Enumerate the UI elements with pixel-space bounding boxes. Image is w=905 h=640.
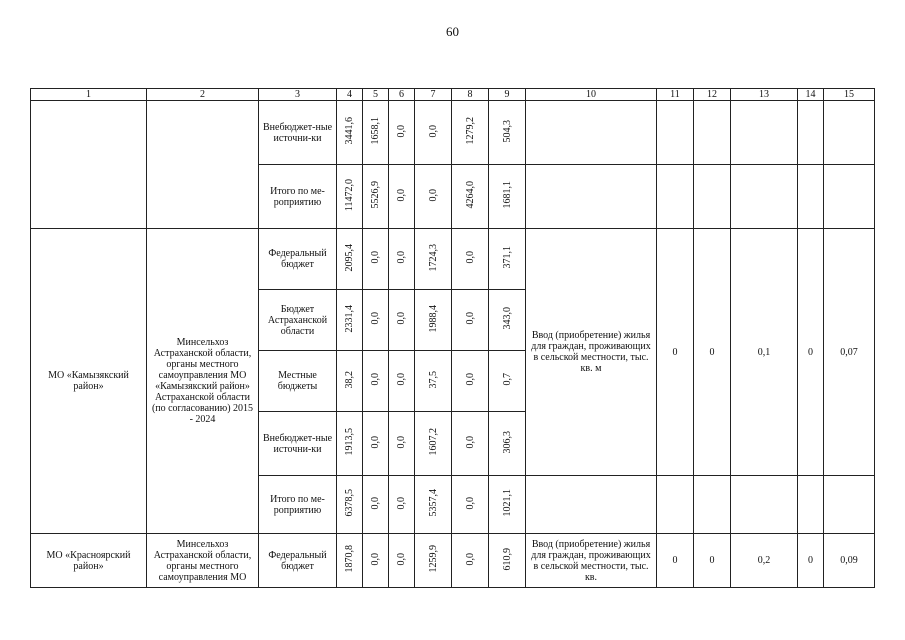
target-value: 0,07 — [824, 229, 875, 476]
value-cell: 37,5 — [415, 351, 452, 412]
value-cell: 343,0 — [489, 290, 526, 351]
value-cell: 1658,1 — [363, 101, 389, 165]
target-cell-empty — [694, 101, 731, 165]
target-value: 0,09 — [824, 534, 875, 588]
executor: Минсельхоз Астраханской области, органы местного самоуправления МО «Камызякский район» Астраханской области (по согласованию) 2015 - 2024 — [147, 229, 259, 534]
target-cell-empty — [798, 165, 824, 229]
col-header-8: 8 — [452, 89, 489, 101]
value-cell: 610,9 — [489, 534, 526, 588]
indicator: Ввод (приобретение) жилья для граждан, проживающих в сельской местности, тыс. кв. м — [526, 229, 657, 476]
col-header-6: 6 — [389, 89, 415, 101]
target-value: 0 — [657, 534, 694, 588]
col-header-7: 7 — [415, 89, 452, 101]
target-cell-empty — [694, 165, 731, 229]
value-cell: 0,0 — [363, 351, 389, 412]
target-value: 0,2 — [731, 534, 798, 588]
funding-source: Внебюджет-ные источни-ки — [259, 101, 337, 165]
col-header-5: 5 — [363, 89, 389, 101]
value-cell: 1988,4 — [415, 290, 452, 351]
value-cell: 0,0 — [389, 351, 415, 412]
indicator-cell-empty — [526, 165, 657, 229]
col-header-1: 1 — [31, 89, 147, 101]
col-header-15: 15 — [824, 89, 875, 101]
value-cell: 1021,1 — [489, 476, 526, 534]
col-header-2: 2 — [147, 89, 259, 101]
page-number: 60 — [446, 24, 459, 39]
col-header-14: 14 — [798, 89, 824, 101]
municipality-name: МО «Камызякский район» — [31, 229, 147, 534]
value-cell: 0,0 — [415, 165, 452, 229]
value-cell: 1724,3 — [415, 229, 452, 290]
value-cell: 0,0 — [452, 476, 489, 534]
target-cell-empty — [824, 476, 875, 534]
value-cell: 1870,8 — [337, 534, 363, 588]
target-value: 0 — [798, 534, 824, 588]
value-cell: 0,0 — [452, 290, 489, 351]
funding-source: Итого по ме-роприятию — [259, 165, 337, 229]
value-cell: 0,0 — [452, 229, 489, 290]
value-cell: 0,0 — [389, 101, 415, 165]
executor-cell-empty — [147, 101, 259, 229]
value-cell: 6378,5 — [337, 476, 363, 534]
col-header-9: 9 — [489, 89, 526, 101]
value-cell: 504,3 — [489, 101, 526, 165]
target-cell-empty — [824, 101, 875, 165]
table-row — [31, 101, 875, 165]
value-cell: 306,3 — [489, 412, 526, 476]
municipality-name: МО «Красноярский район» — [31, 534, 147, 588]
value-cell: 0,0 — [363, 534, 389, 588]
target-cell-empty — [694, 476, 731, 534]
target-value: 0 — [798, 229, 824, 476]
value-cell: 1607,2 — [415, 412, 452, 476]
value-cell: 0,0 — [389, 229, 415, 290]
indicator-cell-empty — [526, 101, 657, 165]
funding-source: Федеральный бюджет — [259, 229, 337, 290]
value-cell: 371,1 — [489, 229, 526, 290]
target-cell-empty — [731, 101, 798, 165]
funding-source: Бюджет Астраханской области — [259, 290, 337, 351]
value-cell: 3441,6 — [337, 101, 363, 165]
target-cell-empty — [731, 165, 798, 229]
value-cell: 1279,2 — [452, 101, 489, 165]
funding-source: Местные бюджеты — [259, 351, 337, 412]
value-cell: 2095,4 — [337, 229, 363, 290]
target-cell-empty — [657, 101, 694, 165]
value-cell: 4264,0 — [452, 165, 489, 229]
col-header-3: 3 — [259, 89, 337, 101]
table-row — [31, 229, 875, 290]
target-cell-empty — [798, 101, 824, 165]
value-cell: 0,0 — [389, 412, 415, 476]
target-value: 0,1 — [731, 229, 798, 476]
target-cell-empty — [731, 476, 798, 534]
col-header-4: 4 — [337, 89, 363, 101]
value-cell: 11472,0 — [337, 165, 363, 229]
value-cell: 0,0 — [363, 290, 389, 351]
col-header-10: 10 — [526, 89, 657, 101]
target-cell-empty — [824, 165, 875, 229]
target-value: 0 — [694, 534, 731, 588]
funding-source: Внебюджет-ные источни-ки — [259, 412, 337, 476]
value-cell: 1681,1 — [489, 165, 526, 229]
funding-source: Итого по ме-роприятию — [259, 476, 337, 534]
value-cell: 0,0 — [452, 412, 489, 476]
value-cell: 5526,9 — [363, 165, 389, 229]
value-cell: 38,2 — [337, 351, 363, 412]
value-cell: 0,7 — [489, 351, 526, 412]
executor: Минсельхоз Астраханской области, органы местного самоуправления МО — [147, 534, 259, 588]
value-cell: 0,0 — [452, 351, 489, 412]
value-cell: 2331,4 — [337, 290, 363, 351]
value-cell: 0,0 — [389, 534, 415, 588]
value-cell: 0,0 — [389, 165, 415, 229]
value-cell: 0,0 — [363, 229, 389, 290]
value-cell: 0,0 — [415, 101, 452, 165]
target-value: 0 — [657, 229, 694, 476]
value-cell: 0,0 — [389, 290, 415, 351]
target-value: 0 — [694, 229, 731, 476]
value-cell: 0,0 — [363, 476, 389, 534]
col-header-11: 11 — [657, 89, 694, 101]
municipality-cell-empty — [31, 101, 147, 229]
target-cell-empty — [657, 165, 694, 229]
value-cell: 0,0 — [452, 534, 489, 588]
value-cell: 0,0 — [363, 412, 389, 476]
indicator: Ввод (приобретение) жилья для граждан, проживающих в сельской местности, тыс. кв. — [526, 534, 657, 588]
value-cell: 1259,9 — [415, 534, 452, 588]
value-cell: 1913,5 — [337, 412, 363, 476]
table-row — [31, 534, 875, 588]
indicator-cell-empty — [526, 476, 657, 534]
value-cell: 5357,4 — [415, 476, 452, 534]
col-header-13: 13 — [731, 89, 798, 101]
target-cell-empty — [798, 476, 824, 534]
header-row — [31, 89, 875, 101]
target-cell-empty — [657, 476, 694, 534]
funding-source: Федеральный бюджет — [259, 534, 337, 588]
budget-table — [30, 88, 875, 588]
col-header-12: 12 — [694, 89, 731, 101]
value-cell: 0,0 — [389, 476, 415, 534]
